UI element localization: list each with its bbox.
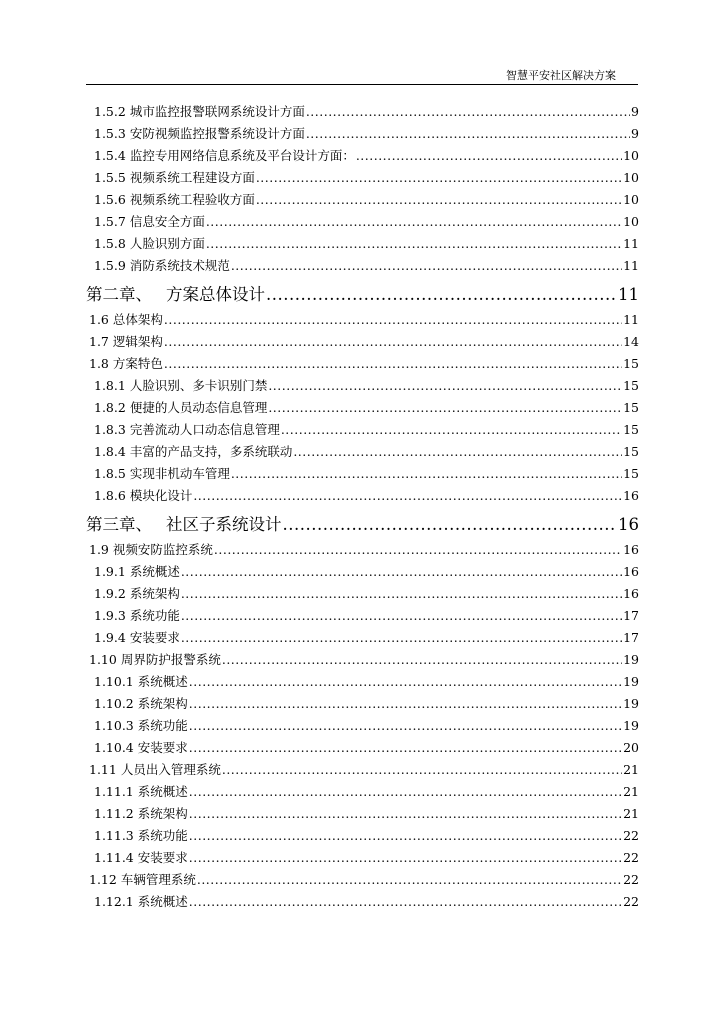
toc-entry-title: 系统架构 [137,806,188,821]
toc-leader-dots [222,649,622,671]
toc-entry-number: 1.8.1 [94,378,126,393]
toc-entry-number: 1.7 [89,334,109,349]
toc-leader-dots [231,255,622,277]
toc-leader-dots [256,189,622,211]
toc-entry [86,869,639,891]
toc-leader-dots [268,397,622,419]
toc-entry-number: 1.5.2 [94,104,126,119]
toc-leader-dots [189,847,622,869]
toc-entry [86,211,639,233]
toc-page-number: 22 [623,894,639,909]
toc-entry [86,485,639,507]
toc-leader-dots [206,233,622,255]
toc-entry-number: 1.10.1 [94,674,134,689]
toc-page-number: 22 [623,828,639,843]
toc-entry-number: 1.11.3 [94,828,134,843]
toc-entry-title: 系统概述 [137,894,188,909]
toc-page-number: 17 [623,608,639,623]
toc-entry-title: 系统概述 [129,564,180,579]
toc-entry-number: 1.10.4 [94,740,134,755]
toc-entry-number: 第三章、 [86,515,152,534]
toc-entry-number: 1.9.2 [94,586,126,601]
toc-entry [86,101,639,123]
toc-page-number: 11 [623,258,639,273]
toc-page-number: 10 [623,192,639,207]
toc-leader-dots [181,561,622,583]
toc-page-number: 15 [623,400,639,415]
toc-entry [86,627,639,649]
toc-page-number: 15 [623,378,639,393]
toc-entry-title: 周界防护报警系统 [120,652,221,667]
toc-leader-dots [306,101,630,123]
toc-entry [86,309,639,331]
toc-entry-title: 系统功能 [137,718,188,733]
toc-leader-dots [189,891,622,913]
toc-entry-title: 实现非机动车管理 [129,466,230,481]
table-of-contents [86,101,639,913]
toc-entry [86,167,639,189]
toc-entry-number: 1.9.1 [94,564,126,579]
toc-entry [86,693,639,715]
toc-page-number: 16 [623,564,639,579]
toc-page-number: 16 [623,488,639,503]
toc-page-number: 10 [623,170,639,185]
toc-entry-title: 完善流动人口动态信息管理 [129,422,280,437]
toc-entry-title: 视频系统工程建设方面 [129,170,255,185]
toc-entry-title: 安装要求 [137,850,188,865]
toc-leader-dots [306,123,630,145]
toc-entry [86,123,639,145]
toc-page-number: 14 [623,334,639,349]
toc-leader-dots [197,869,622,891]
toc-entry-title: 监控专用网络信息系统及平台设计方面： [129,148,355,163]
toc-page-number: 15 [623,422,639,437]
toc-entry-title: 系统功能 [137,828,188,843]
toc-page-number: 15 [623,444,639,459]
toc-entry-title: 人脸识别方面 [129,236,205,251]
toc-leader-dots [189,693,622,715]
toc-page-number: 11 [623,312,639,327]
toc-entry [86,331,639,353]
toc-entry-number: 第二章、 [86,285,152,304]
toc-entry-number: 1.5.8 [94,236,126,251]
toc-entry [86,781,639,803]
page-header [86,66,638,85]
toc-entry [86,353,639,375]
toc-page-number: 9 [631,126,639,141]
toc-entry-title: 安防视频监控报警系统设计方面 [129,126,305,141]
toc-entry-number: 1.8.6 [94,488,126,503]
toc-leader-dots [281,419,622,441]
toc-leader-dots [189,825,622,847]
toc-entry-title: 安装要求 [137,740,188,755]
toc-page-number: 16 [618,515,639,534]
toc-leader-dots [214,539,622,561]
toc-entry [86,255,639,277]
toc-page-number: 22 [623,850,639,865]
toc-entry [86,441,639,463]
toc-entry-title: 系统架构 [129,586,180,601]
toc-leader-dots [189,671,622,693]
toc-leader-dots [256,167,622,189]
toc-entry-number: 1.10.3 [94,718,134,733]
toc-entry [86,463,639,485]
toc-leader-dots [222,759,622,781]
toc-entry-number: 1.8.2 [94,400,126,415]
toc-entry-number: 1.11 [89,762,117,777]
toc-entry-title: 系统概述 [137,674,188,689]
toc-entry-number: 1.11.4 [94,850,134,865]
toc-entry [86,539,639,561]
toc-page-number: 17 [623,630,639,645]
toc-entry-number: 1.5.9 [94,258,126,273]
toc-leader-dots [164,309,622,331]
toc-leader-dots [206,211,622,233]
toc-leader-dots [164,331,622,353]
toc-entry-number: 1.11.1 [94,784,134,799]
toc-chapter-entry [86,511,639,539]
toc-entry-number: 1.10 [89,652,117,667]
toc-page-number: 22 [623,872,639,887]
toc-page-number: 20 [623,740,639,755]
toc-entry-number: 1.8.4 [94,444,126,459]
toc-leader-dots [164,353,622,375]
toc-leader-dots [193,485,622,507]
toc-entry-title: 系统概述 [137,784,188,799]
toc-page-number: 19 [623,652,639,667]
toc-entry-title: 方案特色 [112,356,163,371]
toc-entry [86,759,639,781]
toc-entry-number: 1.5.5 [94,170,126,185]
toc-entry [86,737,639,759]
toc-leader-dots [189,715,622,737]
toc-entry [86,375,639,397]
toc-entry-title: 视频系统工程验收方面 [129,192,255,207]
toc-leader-dots [231,463,622,485]
toc-page-number: 19 [623,674,639,689]
toc-entry-number: 1.8.5 [94,466,126,481]
header-title: 智慧平安社区解决方案 [506,69,616,82]
toc-entry-title: 总体架构 [112,312,163,327]
toc-entry-number: 1.5.4 [94,148,126,163]
toc-entry-number: 1.5.6 [94,192,126,207]
toc-leader-dots [181,605,622,627]
toc-entry-number: 1.5.3 [94,126,126,141]
toc-entry-title: 安装要求 [129,630,180,645]
toc-page-number: 9 [631,104,639,119]
toc-entry-number: 1.12 [89,872,117,887]
toc-entry-title: 社区子系统设计 [166,515,282,534]
toc-entry [86,233,639,255]
toc-entry-title: 逻辑架构 [112,334,163,349]
toc-leader-dots [266,281,617,309]
toc-leader-dots [283,511,618,539]
toc-leader-dots [181,583,622,605]
toc-entry-title: 城市监控报警联网系统设计方面 [129,104,305,119]
toc-page-number: 21 [623,784,639,799]
toc-entry [86,803,639,825]
toc-entry [86,649,639,671]
toc-entry-number: 1.9.4 [94,630,126,645]
toc-entry [86,419,639,441]
toc-entry-title: 视频安防监控系统 [112,542,213,557]
toc-entry-number: 1.6 [89,312,109,327]
toc-entry [86,847,639,869]
toc-page-number: 10 [623,214,639,229]
toc-leader-dots [189,781,622,803]
toc-chapter-entry [86,281,639,309]
toc-entry-number: 1.10.2 [94,696,134,711]
toc-entry-title: 人脸识别、多卡识别门禁 [129,378,268,393]
toc-page-number: 11 [618,285,639,304]
toc-entry-title: 人员出入管理系统 [120,762,221,777]
toc-entry [86,561,639,583]
toc-entry [86,825,639,847]
toc-page-number: 21 [623,806,639,821]
toc-entry-number: 1.12.1 [94,894,134,909]
toc-page-number: 16 [623,542,639,557]
toc-leader-dots [356,145,622,167]
toc-entry-title: 模块化设计 [129,488,193,503]
toc-entry-number: 1.9 [89,542,109,557]
toc-page-number: 11 [623,236,639,251]
toc-entry-title: 方案总体设计 [166,285,265,304]
toc-entry [86,715,639,737]
toc-entry-number: 1.11.2 [94,806,134,821]
toc-entry-number: 1.8.3 [94,422,126,437]
toc-entry-number: 1.9.3 [94,608,126,623]
toc-entry [86,583,639,605]
toc-leader-dots [268,375,622,397]
toc-entry [86,671,639,693]
toc-entry [86,397,639,419]
toc-page-number: 15 [623,356,639,371]
toc-page-number: 15 [623,466,639,481]
toc-entry-title: 系统架构 [137,696,188,711]
toc-entry-number: 1.5.7 [94,214,126,229]
toc-page-number: 21 [623,762,639,777]
toc-entry [86,145,639,167]
toc-entry [86,605,639,627]
toc-leader-dots [189,737,622,759]
toc-page-number: 19 [623,696,639,711]
toc-entry-title: 车辆管理系统 [120,872,196,887]
toc-page-number: 10 [623,148,639,163]
toc-entry-title: 消防系统技术规范 [129,258,230,273]
toc-page-number: 16 [623,586,639,601]
toc-leader-dots [181,627,622,649]
toc-entry-title: 丰富的产品支持，多系统联动 [129,444,293,459]
toc-page-number: 19 [623,718,639,733]
toc-entry [86,189,639,211]
toc-leader-dots [189,803,622,825]
toc-entry-title: 系统功能 [129,608,180,623]
toc-entry-title: 信息安全方面 [129,214,205,229]
toc-leader-dots [293,441,622,463]
toc-entry-title: 便捷的人员动态信息管理 [129,400,268,415]
toc-entry-number: 1.8 [89,356,109,371]
toc-entry [86,891,639,913]
